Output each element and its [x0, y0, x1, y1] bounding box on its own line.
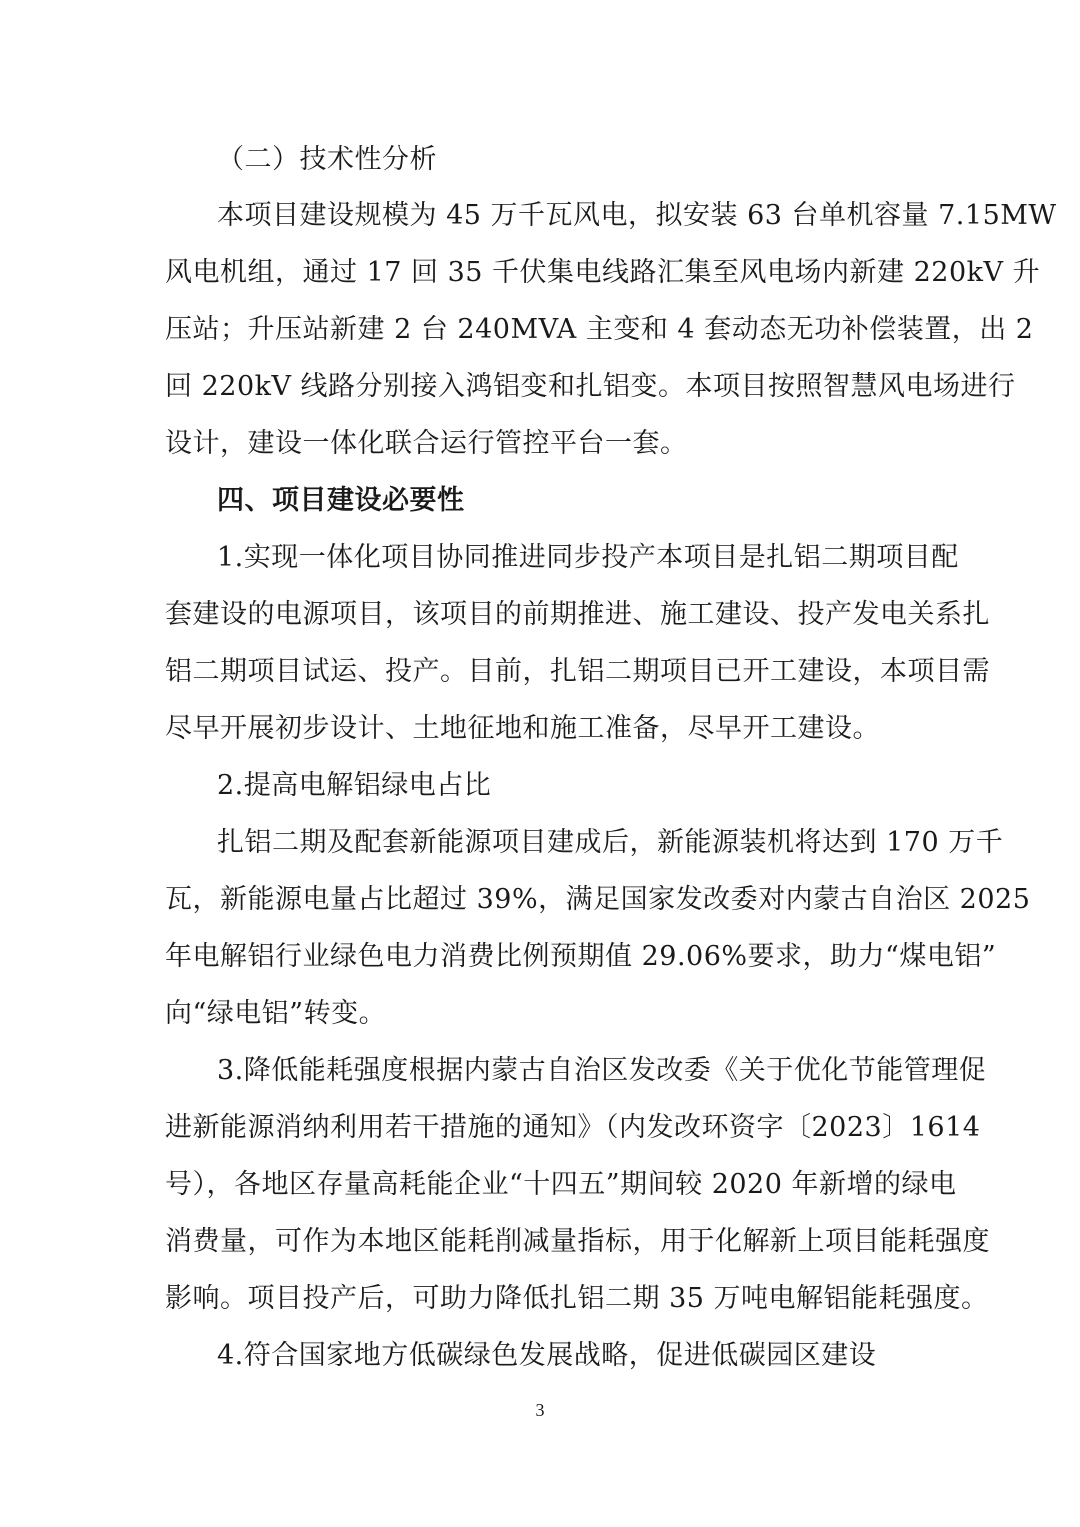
- paragraph-line: 扎铝二期及配套新能源项目建成后，新能源装机将达到 170 万千: [217, 827, 1004, 858]
- paragraph-line: 铝二期项目试运、投产。目前，扎铝二期项目已开工建设，本项目需: [165, 656, 990, 687]
- item-heading-green-power: 2.提高电解铝绿电占比: [217, 770, 492, 801]
- paragraph-line: 进新能源消纳利用若干措施的通知》（内发改环资字〔2023〕1614: [165, 1112, 981, 1143]
- subsection-heading-technical-analysis: （二）技术性分析: [217, 144, 437, 175]
- paragraph-line: 尽早开展初步设计、土地征地和施工准备，尽早开工建设。: [165, 713, 880, 744]
- section-heading-necessity: 四、项目建设必要性: [217, 485, 465, 516]
- paragraph-line: 本项目建设规模为 45 万千瓦风电，拟安装 63 台单机容量 7.15MW: [217, 200, 1057, 231]
- page-number: 3: [535, 1400, 545, 1420]
- paragraph-line: 1.实现一体化项目协同推进同步投产本项目是扎铝二期项目配: [217, 542, 959, 573]
- paragraph-line: 瓦，新能源电量占比超过 39%，满足国家发改委对内蒙古自治区 2025: [165, 884, 1031, 915]
- paragraph-line: 风电机组，通过 17 回 35 千伏集电线路汇集至风电场内新建 220kV 升: [165, 257, 1041, 288]
- item-heading-low-carbon: 4.符合国家地方低碳绿色发展战略，促进低碳园区建设: [217, 1340, 877, 1371]
- paragraph-line: 压站；升压站新建 2 台 240MVA 主变和 4 套动态无功补偿装置，出 2: [165, 314, 1034, 345]
- paragraph-line: 号），各地区存量高耗能企业“十四五”期间较 2020 年新增的绿电: [165, 1169, 957, 1200]
- paragraph-line: 3.降低能耗强度根据内蒙古自治区发改委《关于优化节能管理促: [217, 1055, 987, 1086]
- paragraph-line: 套建设的电源项目，该项目的前期推进、施工建设、投产发电关系扎: [165, 599, 990, 630]
- paragraph-line: 消费量，可作为本地区能耗削减量指标，用于化解新上项目能耗强度: [165, 1226, 990, 1257]
- paragraph-line: 影响。项目投产后，可助力降低扎铝二期 35 万吨电解铝能耗强度。: [165, 1283, 989, 1314]
- paragraph-line: 设计，建设一体化联合运行管控平台一套。: [165, 428, 688, 459]
- paragraph-line: 向“绿电铝”转变。: [165, 998, 387, 1029]
- paragraph-line: 回 220kV 线路分别接入鸿铝变和扎铝变。本项目按照智慧风电场进行: [165, 371, 1016, 402]
- paragraph-line: 年电解铝行业绿色电力消费比例预期值 29.06%要求，助力“煤电铝”: [165, 941, 997, 972]
